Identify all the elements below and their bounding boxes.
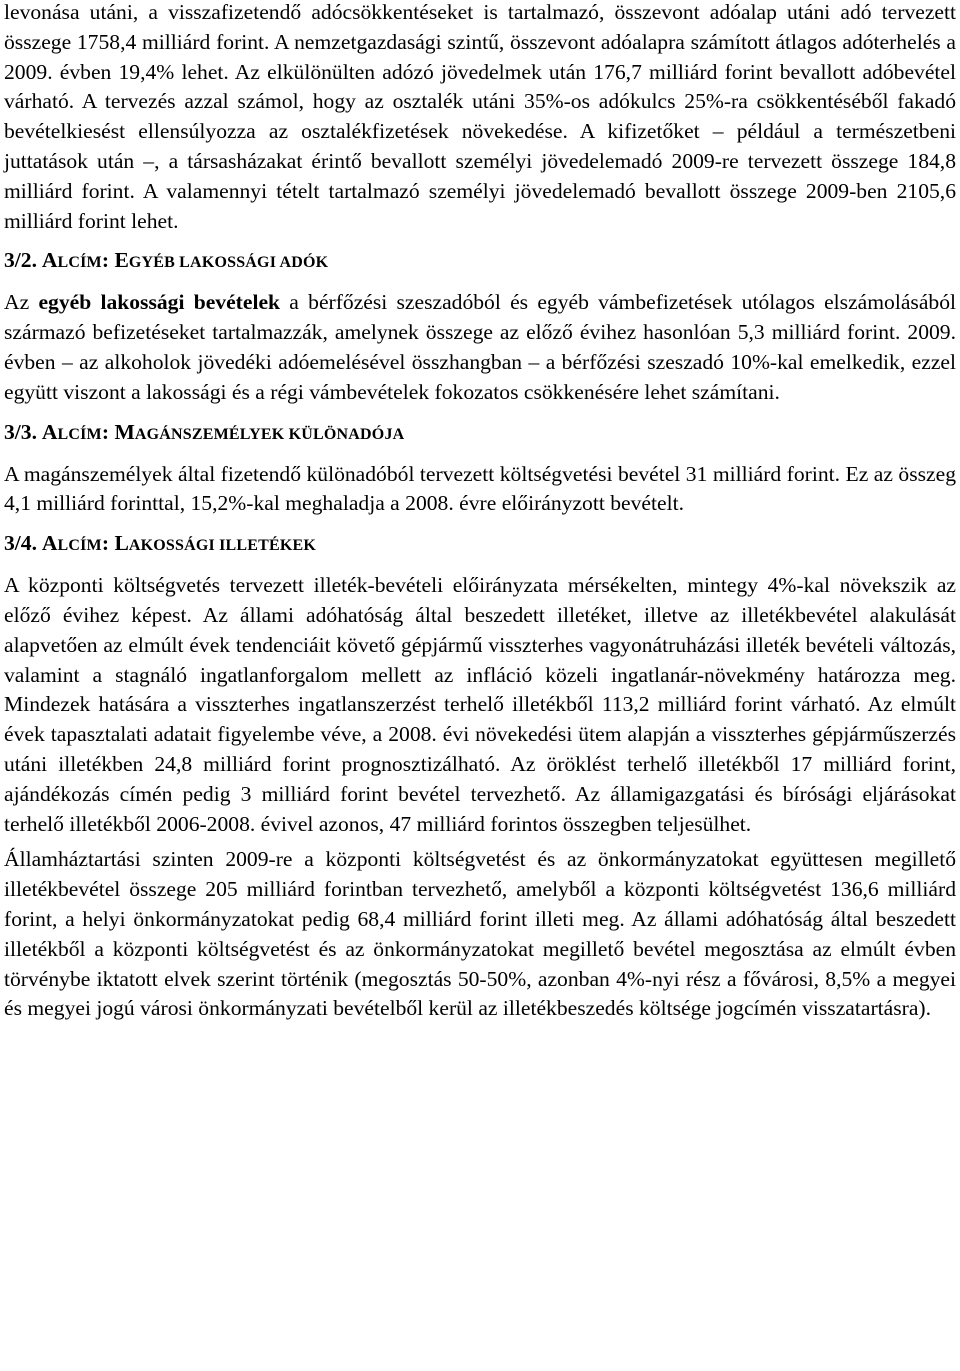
section-heading-3-3 <box>4 419 956 448</box>
section-number: 3/2. <box>4 248 37 273</box>
section-label-initial: A <box>41 419 58 444</box>
section-3-2-paragraph <box>4 288 956 407</box>
section-number: 3/3. <box>4 419 37 444</box>
paragraph-emphasis: egyéb lakossági bevételek <box>38 290 281 315</box>
section-label-sep: : <box>101 531 115 556</box>
section-label-sep: : <box>101 419 115 444</box>
section-label-rest: LCÍM <box>57 537 102 555</box>
section-heading-3-4 <box>4 530 956 559</box>
section-3-3-paragraph: A magánszemélyek által fizetendő különadóból tervezett költségvetési bevétel 31 milliárd forint. Ez az összeg 4,1 milliárd forinttal, 15,2%-kal meghaladja a 2008. évre előirányzott bevételt. <box>4 461 956 516</box>
section-3-4-paragraph-2: Államháztartási szinten 2009-re a központi költségvetést és az önkormányzatokat együttesen megillető illetékbevétel összege 205 milliárd forintban tervezhető, amelyből a központi költségvetést 136,6 milliárd forint, a helyi önkormányzatokat pedig 68,4 milliárd forint illeti meg. Az állami adóhatóság által beszedett illetékből a központi költségvetést és az önkormányzatokat megillető bevétel megosztása az elmúlt évben törvénybe iktatott elvek szerint történik (megosztás 50-50%, azonban 4%-nyi rész a fővárosi, 8,5% a megyei és megyei jogú városi önkormányzati bevételből kerül az illetékbeszedés költsége jogcímén visszatartásra). <box>4 847 956 1021</box>
section-name-initial: E <box>114 248 129 273</box>
section-name-rest: AGÁNSZEMÉLYEK KÜLÖNADÓJA <box>134 425 405 443</box>
paragraph-end: a bérfőzési szeszadóból és egyéb vámbefizetések utólagos elszámolásából származó befizetéseket tartalmazzák, amelynek összege az előző évihez hasonlóan 5,3 milliárd forint. 2009. évben – az alkoholok jövedéki adóemelésével összhangban – a bérfőzési szeszadó 10%-kal emelkedik, ezzel együtt viszont a lakossági és a régi vámbevételek fokozatos csökkenésére lehet számítani. <box>4 290 957 404</box>
section-label-initial: A <box>41 248 58 273</box>
section-number: 3/4. <box>4 531 37 556</box>
section-label-rest: LCÍM <box>57 425 102 443</box>
section-label-initial: A <box>41 531 58 556</box>
intro-paragraph: levonása utáni, a visszafizetendő adócsökkentéseket is tartalmazó, összevont adóalap utáni adó tervezett összege 1758,4 milliárd forint. A nemzetgazdasági szintű, összevont adóalapra számított átlagos adóterhelés a 2009. évben 19,4% lehet. Az elkülönülten adózó jövedelmek után 176,7 milliárd forint bevallott adóbevétel várható. A tervezés azzal számol, hogy az osztalék utáni 35%-os adókulcs 25%-ra csökkentéséből fakadó bevételkiesést ellensúlyozza az osztalékfizetések növekedése. A kifizetőket – például a természetbeni juttatások után –, a társasházakat érintő bevallott személyi jövedelemadó 2009-re tervezett összege 184,8 milliárd forint. A valamennyi tételt tartalmazó személyi jövedelemadó bevallott összege 2009-ben 2105,6 milliárd forint lehet. <box>4 0 956 233</box>
section-name-rest: AKOSSÁGI ILLETÉKEK <box>128 537 317 555</box>
section-heading-3-2 <box>4 247 956 276</box>
section-name-rest: GYÉB LAKOSSÁGI ADÓK <box>128 254 329 272</box>
paragraph-start: Az <box>4 290 39 315</box>
section-label-rest: LCÍM <box>57 254 102 272</box>
section-3-4-paragraph-1: A központi költségvetés tervezett illeték-bevételi előirányzata mérsékelten, mintegy 4%-kal növekszik az előző évihez képest. Az állami adóhatóság által beszedett illetéket, illetve az illetékbevétel alakulását alapvetően az elmúlt évek tendenciáit követő gépjármű visszterhes vagyonátruházási illeték bevételi változás, valamint a stagnáló ingatlanforgalom mellett az infláció közeli ingatlanár-növekmény határozza meg. Mindezek hatására a visszterhes ingatlanszerzést terhelő illetékből 113,2 milliárd forint várható. Az elmúlt évek tapasztalati adatait figyelembe véve, a 2008. évi növekedési ütem alapján a visszterhes gépjárműszerzés utáni illetékben 24,8 milliárd forint prognosztizálható. Az öröklést terhelő illetékből 17 milliárd forint, ajándékozás címén pedig 3 milliárd forint bevétel tervezhető. Az államigazgatási és bírósági eljárásokat terhelő illetékből 2006-2008. évivel azonos, 47 milliárd forintos összegben teljesülhet. <box>4 573 956 836</box>
section-name-initial: L <box>114 531 129 556</box>
section-name-initial: M <box>114 419 135 444</box>
section-label-sep: : <box>101 248 115 273</box>
